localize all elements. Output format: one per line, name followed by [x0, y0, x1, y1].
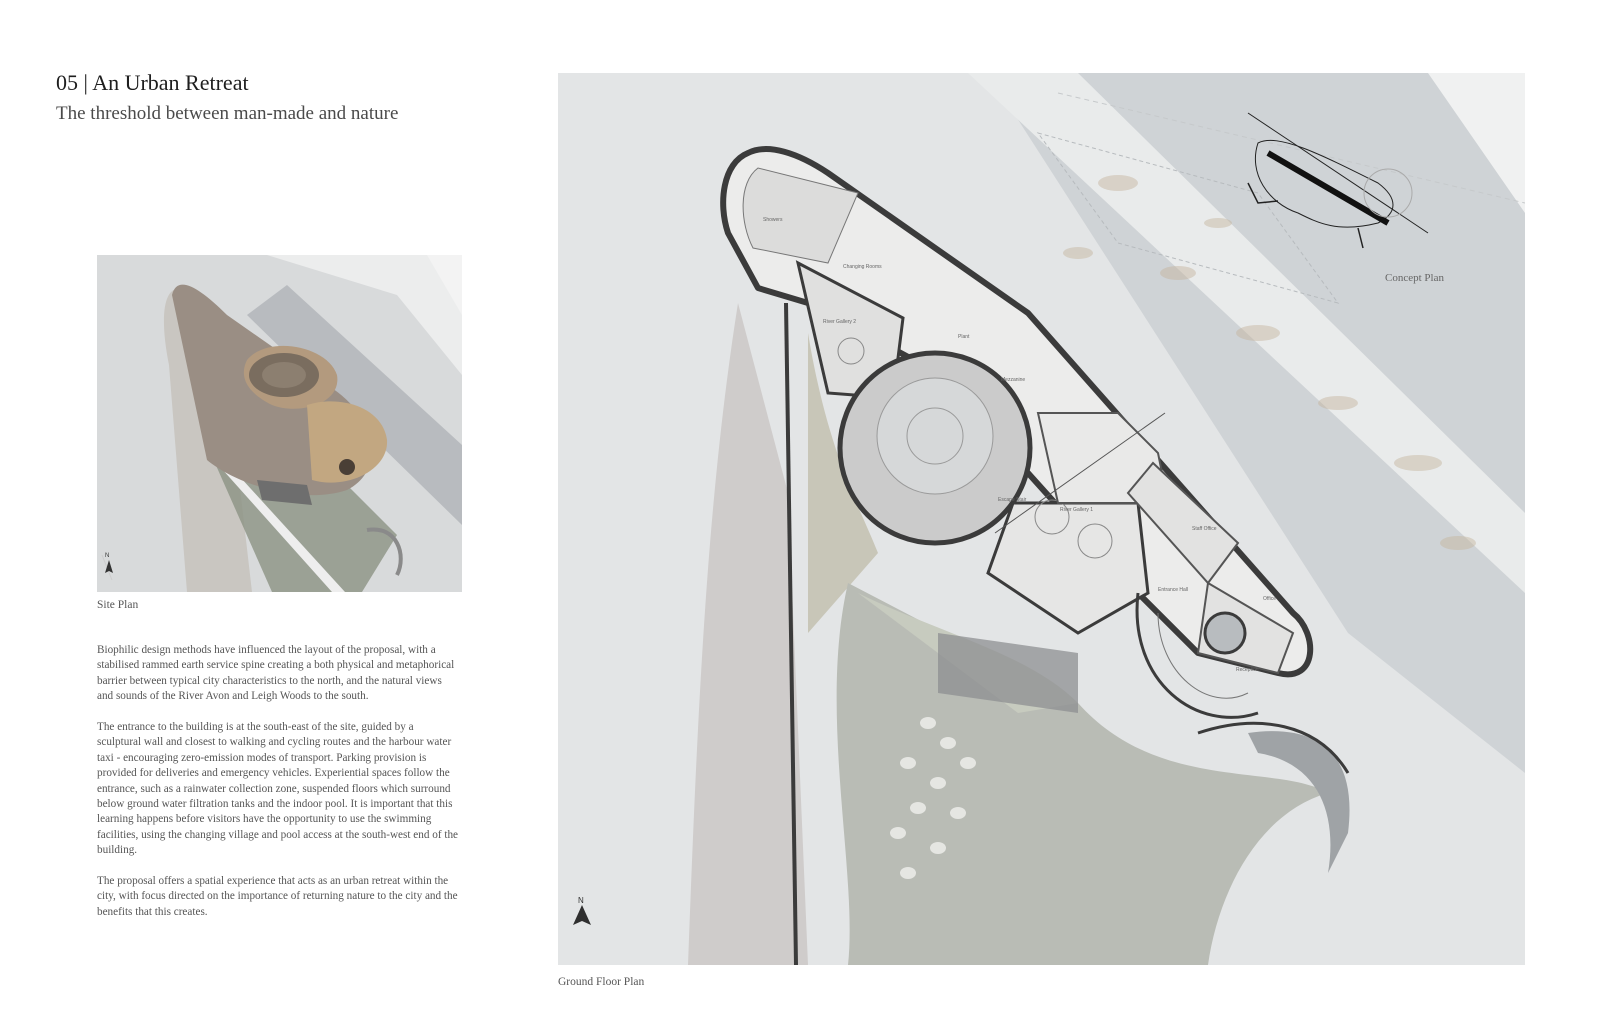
- svg-text:N: N: [578, 896, 584, 905]
- page-title: 05 | An Urban Retreat: [56, 70, 249, 95]
- paragraph: The entrance to the building is at the south-east of the site, guided by a sculptural wall and closest to walking and cycling routes and the harbour water taxi - encouraging zero-emission modes of transport. Parking provision is provided for deliveries and emergency vehicles. Experiential spaces follow the entrance, such as a rainwater collection zone, suspended floors which surround below ground water filtration tanks and the indoor pool. It is important that this learning happens before visitors have the opportunity to use the swimming facilities, using the changing village and pool access at the south-west end of the building.: [97, 721, 459, 857]
- site-plan-image: [97, 255, 462, 592]
- room-label: Mezzanine: [1001, 377, 1026, 383]
- paragraph: Biophilic design methods have influenced the layout of the proposal, with a stabilised rammed earth service spine creating a both physical and metaphorical barrier between typical city characteristics to the north, and the natural views and sounds of the River Avon and Leigh Woods to the south.: [97, 644, 455, 703]
- room-label: Staff Office: [1192, 526, 1217, 532]
- svg-text:N: N: [105, 553, 110, 559]
- room-label: Showers: [763, 217, 783, 223]
- room-label: River Gallery 2: [823, 319, 857, 325]
- room-label: Office: [1263, 596, 1276, 602]
- page-subtitle: The threshold between man-made and nature: [56, 103, 399, 124]
- paragraph: The proposal offers a spatial experience that acts as an urban retreat within the city, with focus directed on the importance of returning nature to the city and the benefits that this creates.: [97, 875, 458, 918]
- site-plan-caption: Site Plan: [97, 599, 139, 611]
- ground-floor-plan-caption: Ground Floor Plan: [558, 976, 645, 988]
- room-label: Entrance Hall: [1158, 587, 1189, 593]
- ground-floor-plan-image: [558, 73, 1525, 965]
- room-label: River Gallery 1: [1060, 507, 1094, 513]
- concept-plan-caption: Concept Plan: [1385, 272, 1444, 284]
- description-text: [97, 643, 459, 936]
- room-label: Plant: [958, 334, 970, 340]
- room-label: Reception: [1236, 667, 1259, 673]
- room-label: Changing Rooms: [843, 264, 882, 270]
- room-label: Escape Stair: [998, 497, 1027, 503]
